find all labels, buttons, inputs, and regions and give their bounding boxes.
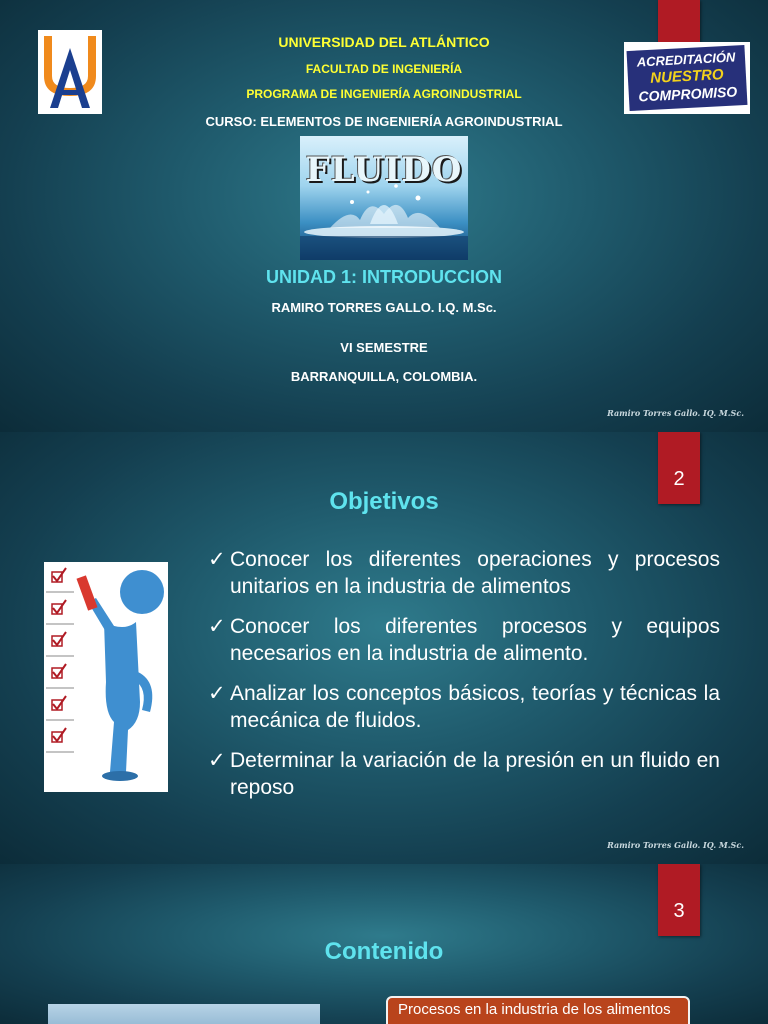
course-name: CURSO: ELEMENTOS DE INGENIERÍA AGROINDUSTRIAL xyxy=(205,114,563,129)
accreditation-line-3: COMPROMISO xyxy=(638,83,738,105)
objectives-slide xyxy=(0,432,768,864)
author-signature: Ramiro Torres Gallo. IQ. M.Sc. xyxy=(607,840,744,850)
objective-text: Conocer los diferentes procesos y equipos necesarios en la industria de alimento. xyxy=(230,615,720,665)
objective-item xyxy=(208,546,720,600)
accreditation-line-2: NUESTRO xyxy=(649,66,724,87)
objective-item xyxy=(208,680,720,734)
title-slide xyxy=(0,0,768,432)
content-topic-box: Procesos en la industria de los alimentos xyxy=(386,996,690,1024)
content-image xyxy=(48,1004,320,1024)
objectives-list xyxy=(208,546,720,814)
university-name: UNIVERSIDAD DEL ATLÁNTICO xyxy=(278,34,490,50)
accreditation-badge xyxy=(627,45,748,111)
unit-title: UNIDAD 1: INTRODUCCION xyxy=(266,267,502,287)
slide-number: 2 xyxy=(658,432,700,504)
check-icon: ✓ xyxy=(208,749,226,772)
location: BARRANQUILLA, COLOMBIA. xyxy=(290,369,478,384)
slide-number: 3 xyxy=(658,864,700,936)
check-icon: ✓ xyxy=(208,682,226,705)
objective-item xyxy=(208,747,720,801)
fluido-title-image xyxy=(300,136,468,260)
check-icon: ✓ xyxy=(208,548,226,571)
objective-item xyxy=(208,613,720,667)
objective-text: Conocer los diferentes operaciones y procesos unitarios en la industria de alimentos xyxy=(230,548,720,598)
slide-title: Contenido xyxy=(324,938,444,965)
slide-title: Objetivos xyxy=(329,488,439,515)
objective-text: Determinar la variación de la presión en un fluido en reposo xyxy=(230,749,720,799)
checklist-illustration xyxy=(44,562,168,792)
objective-text: Analizar los conceptos básicos, teorías y técnicas la mecánica de fluidos. xyxy=(230,682,720,732)
semester: VI SEMESTRE xyxy=(340,340,428,355)
program-name: PROGRAMA DE INGENIERÍA AGROINDUSTRIAL xyxy=(246,87,522,101)
accreditation-logo xyxy=(624,42,750,114)
checklist-person-image xyxy=(44,562,168,792)
fluido-title: FLUIDO xyxy=(305,150,463,190)
accreditation-line-1: ACREDITACIÓN xyxy=(636,49,736,70)
content-slide xyxy=(0,864,768,1024)
author-name: RAMIRO TORRES GALLO. I.Q. M.Sc. xyxy=(271,300,497,315)
faculty-name: FACULTAD DE INGENIERÍA xyxy=(305,62,463,76)
check-icon: ✓ xyxy=(208,615,226,638)
author-signature: Ramiro Torres Gallo. IQ. M.Sc. xyxy=(607,408,744,418)
